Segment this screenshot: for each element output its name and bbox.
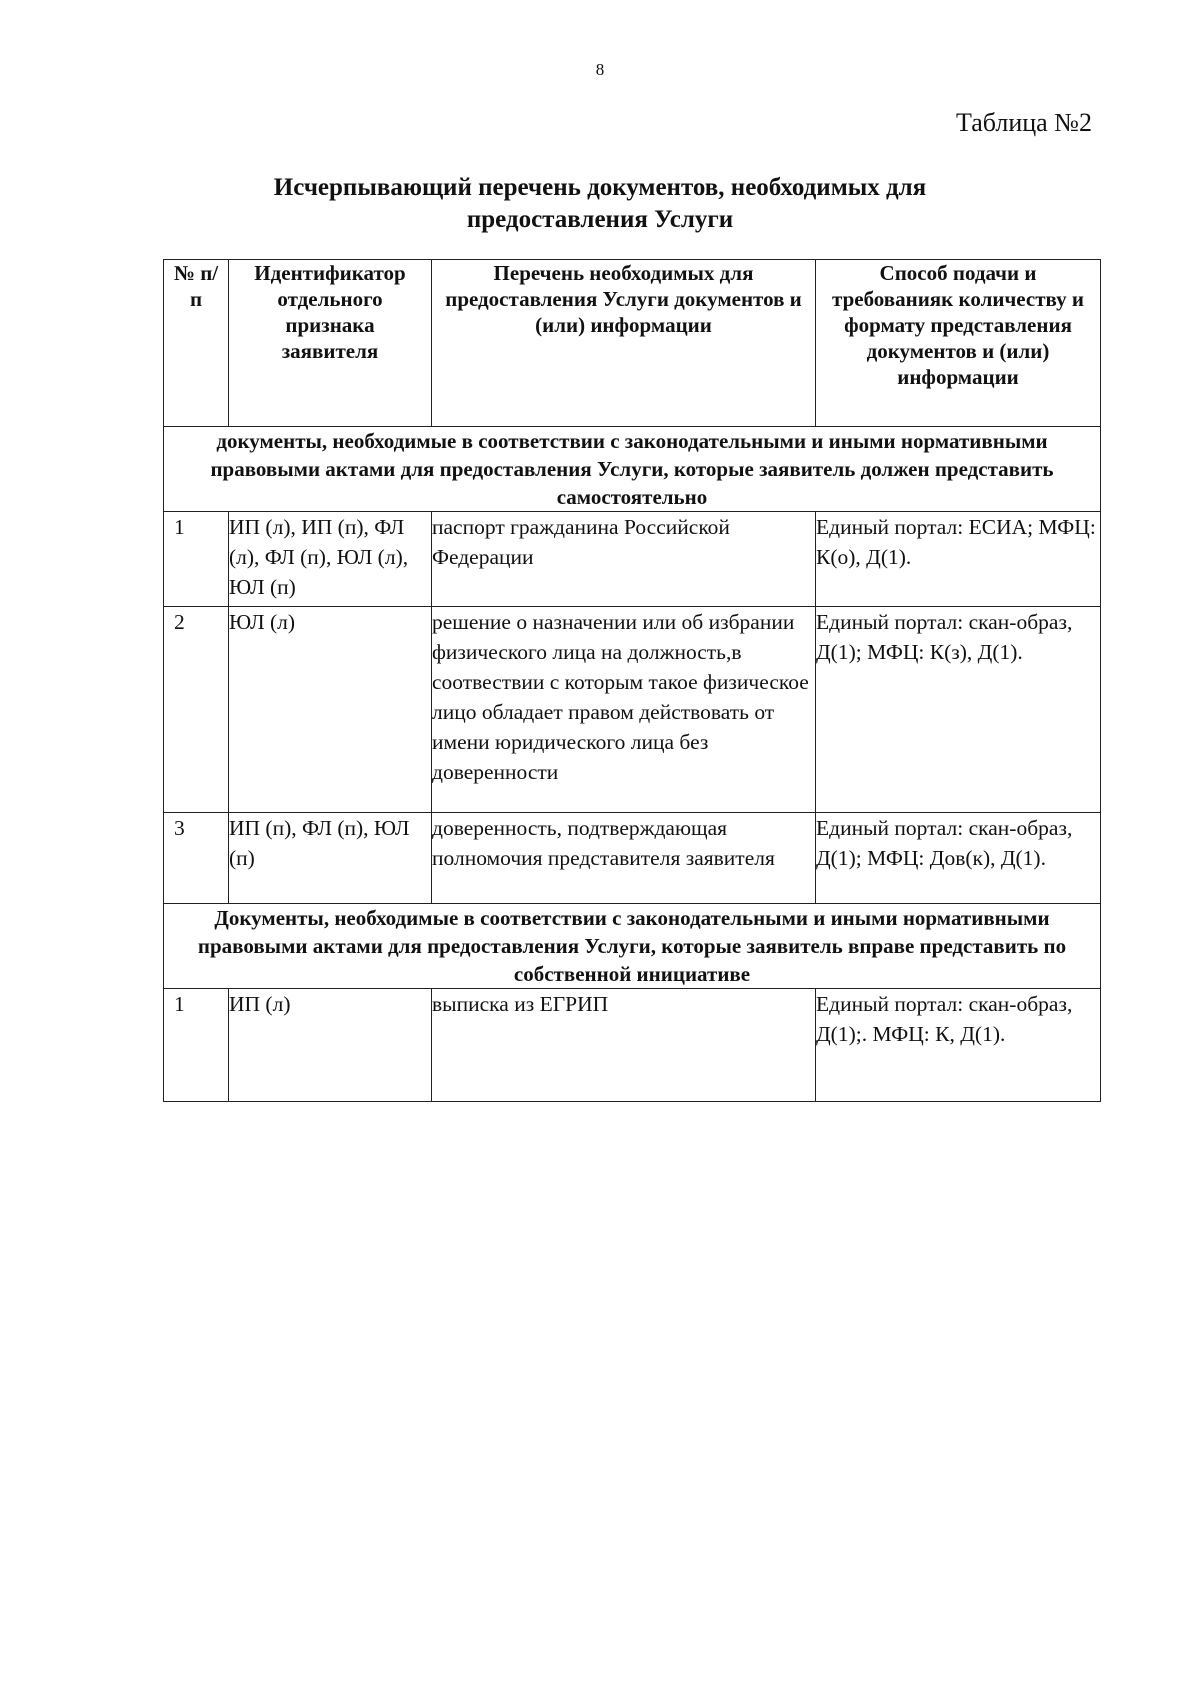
row-method: Единый портал: скан-образ, Д(1); МФЦ: К(з), Д(1). [816, 607, 1101, 813]
header-submission-method: Способ подачи и требованияк количеству и формату представления документов и (или) информации [816, 260, 1101, 427]
row-method: Единый портал: скан-образ, Д(1); МФЦ: Дов(к), Д(1). [816, 813, 1101, 904]
row-method: Единый портал: скан-образ, Д(1);. МФЦ: К, Д(1). [816, 989, 1101, 1102]
table-row [164, 989, 1101, 1102]
title-line-1: Исчерпывающий перечень документов, необходимых для [273, 174, 927, 201]
documents-table [163, 259, 1101, 1102]
row-applicant: ИП (л) [229, 989, 432, 1102]
page-number: 8 [595, 60, 605, 79]
header-number: № п/п [164, 260, 229, 427]
table-row [164, 813, 1101, 904]
row-document: решение о назначении или об избрании физического лица на должность,в соотвествии с которым такое физическое лицо обладает правом действовать от имени юридического лица без доверенности [432, 607, 816, 813]
row-number: 1 [164, 512, 229, 607]
row-document: доверенность, подтверждающая полномочия представителя заявителя [432, 813, 816, 904]
document-title [180, 172, 1020, 236]
row-number: 3 [164, 813, 229, 904]
row-applicant: ИП (л), ИП (п), ФЛ (л), ФЛ (п), ЮЛ (л), ЮЛ (п) [229, 512, 432, 607]
header-document-list: Перечень необходимых для предоставления Услуги документов и (или) информации [432, 260, 816, 427]
row-method: Единый портал: ЕСИА; МФЦ: К(о), Д(1). [816, 512, 1101, 607]
row-document: паспорт гражданина Российской Федерации [432, 512, 816, 607]
section-heading-mandatory: документы, необходимые в соответствии с законодательными и иными нормативными правовыми актами для предоставления Услуги, которые заявитель должен представить самостоятельно [164, 427, 1101, 512]
table-header-row [164, 260, 1101, 427]
table-label: Таблица №2 [955, 108, 1092, 137]
section-heading-optional: Документы, необходимые в соответствии с законодательными и иными нормативными правовыми актами для предоставления Услуги, которые заявитель вправе представить по собственной инициативе [164, 904, 1101, 989]
row-applicant: ЮЛ (л) [229, 607, 432, 813]
row-number: 1 [164, 989, 229, 1102]
row-number: 2 [164, 607, 229, 813]
title-line-2: предоставления Услуги [466, 206, 734, 233]
row-document: выписка из ЕГРИП [432, 989, 816, 1102]
header-applicant-id: Идентификатор отдельного признака заявителя [229, 260, 432, 427]
table-row [164, 607, 1101, 813]
row-applicant: ИП (п), ФЛ (п), ЮЛ (п) [229, 813, 432, 904]
section-heading-row [164, 904, 1101, 989]
table-row [164, 512, 1101, 607]
section-heading-row [164, 427, 1101, 512]
